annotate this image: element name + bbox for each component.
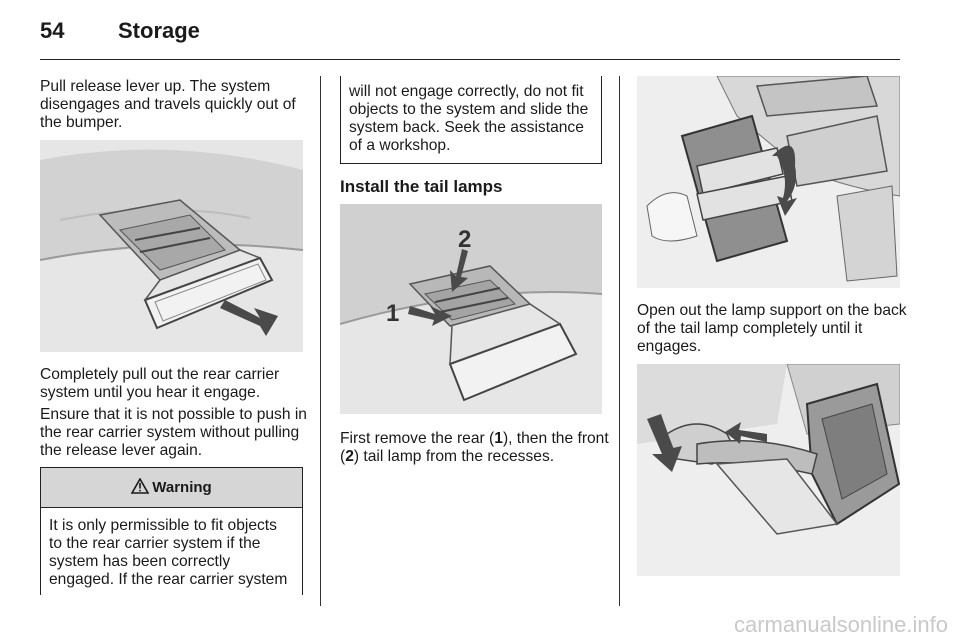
section-heading: Install the tail lamps	[340, 177, 503, 196]
remove-text-mid: ), then the front (	[340, 430, 609, 465]
warning-title: Warning	[152, 479, 212, 496]
figure-lamp-support-open	[637, 76, 900, 288]
callout-1: 1	[386, 300, 400, 327]
figure-lamp-insert	[637, 364, 900, 576]
paragraph-ensure: Ensure that it is not possible to push in the rear carrier system without pulling the release lever again.	[40, 406, 307, 459]
page-header	[40, 16, 900, 60]
figure-tail-lamps	[340, 204, 602, 414]
figure-carrier-release	[40, 140, 303, 352]
paragraph-remove-lamps	[340, 430, 610, 466]
paragraph-release-lever: Pull release lever up. The system disengages and travels quickly out of the bumper.	[40, 78, 296, 131]
remove-text-start: First remove the rear (	[340, 430, 495, 447]
warning-text: It is only permissible to fit objects to the rear carrier system if the system has been correctly engaged. If the rear carrier system	[49, 517, 288, 588]
column-divider-2	[619, 76, 620, 606]
header-rule	[40, 59, 900, 60]
ref-front-lamp: 2	[345, 448, 354, 465]
ref-rear-lamp: 1	[494, 430, 503, 447]
watermark: carmanualsonline.info	[733, 612, 948, 637]
page-title: Storage	[118, 18, 200, 43]
warning-header	[41, 468, 302, 508]
remove-text-end: ) tail lamp from the recesses.	[353, 448, 555, 465]
warning-box	[40, 467, 303, 595]
column-divider-1	[320, 76, 321, 606]
callout-2: 2	[458, 226, 472, 253]
warning-continued-text: will not engage correctly, do not fit objects to the system and slide the system back. Seek the assistance of a workshop.	[349, 83, 589, 154]
paragraph-open-support: Open out the lamp support on the back of the tail lamp completely until it engages.	[637, 302, 907, 355]
paragraph-pull-out: Completely pull out the rear carrier system until you hear it engage.	[40, 366, 280, 401]
warning-triangle-icon	[131, 478, 149, 498]
warning-box-continued	[340, 76, 602, 164]
page-number: 54	[40, 18, 65, 43]
